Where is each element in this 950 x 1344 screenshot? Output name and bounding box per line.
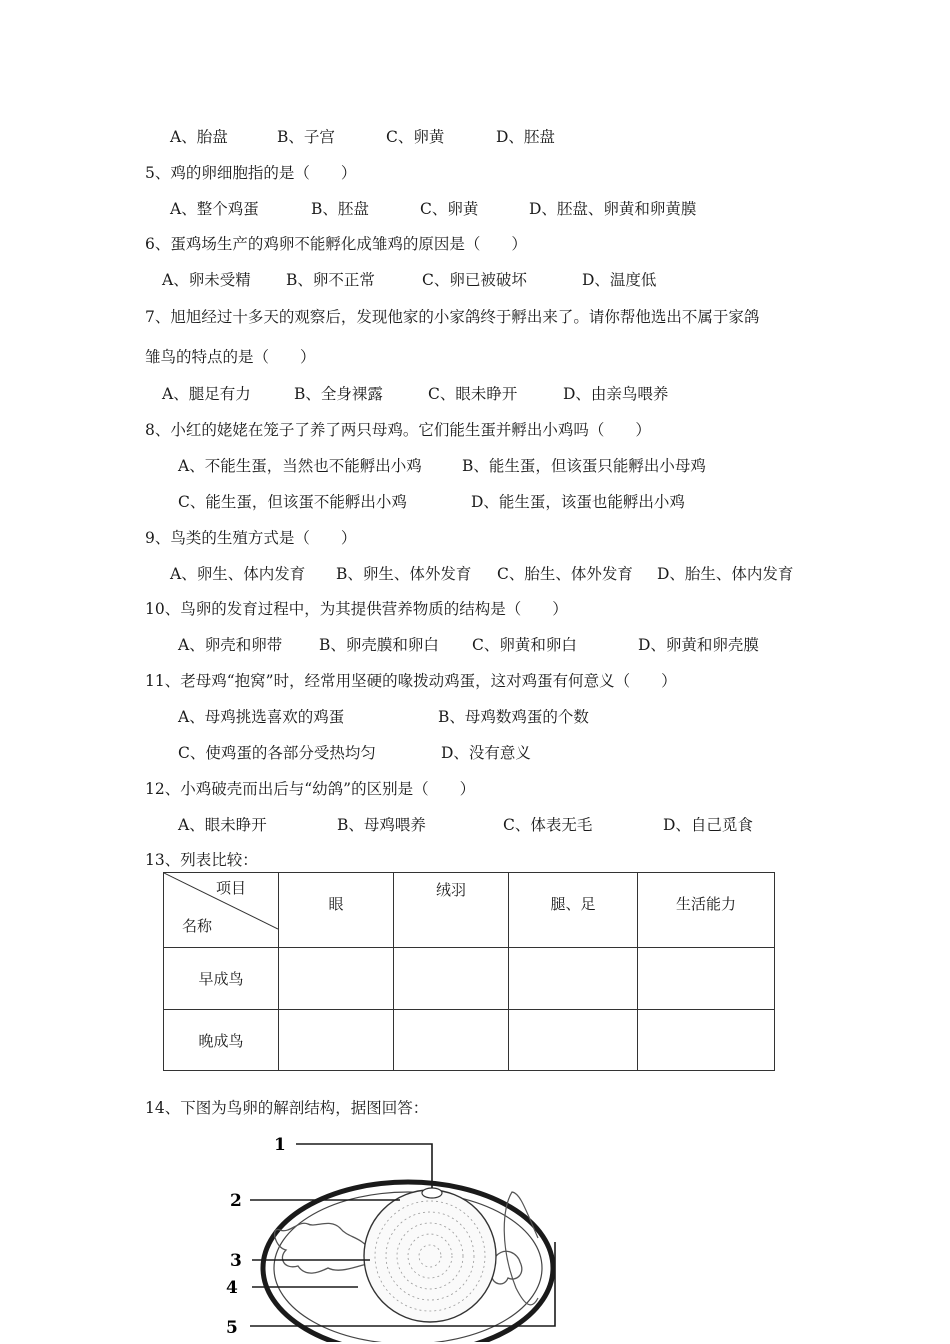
q5-stem: 5、鸡的卵细胞指的是（ ） — [145, 164, 357, 182]
column-header: 眼 — [279, 873, 394, 948]
table-header-row — [164, 873, 775, 948]
row-label: 晚成鸟 — [164, 1010, 279, 1071]
q4-option-c: C、卵黄 — [386, 128, 445, 146]
q4-option-a: A、胎盘 — [170, 128, 228, 146]
q9-option-a: A、卵生、体内发育 — [170, 565, 306, 583]
q12-option-a: A、眼未睁开 — [178, 816, 267, 834]
q8-option-c: C、能生蛋，但该蛋不能孵出小鸡 — [178, 493, 407, 511]
q8-option-d: D、能生蛋，该蛋也能孵出小鸡 — [471, 493, 685, 511]
comparison-table — [163, 872, 775, 1071]
q5-option-a: A、整个鸡蛋 — [170, 200, 259, 218]
q11-option-d: D、没有意义 — [441, 744, 531, 762]
column-header: 生活能力 — [638, 873, 775, 948]
q12-option-c: C、体表无毛 — [503, 816, 593, 834]
q13-stem: 13、列表比较： — [145, 851, 258, 869]
q7-stem-line2: 雏鸟的特点的是（ ） — [145, 348, 316, 366]
q10-stem: 10、鸟卵的发育过程中，为其提供营养物质的结构是（ ） — [145, 600, 568, 618]
q6-option-c: C、卵已被破坏 — [422, 271, 527, 289]
chalaza-left — [275, 1223, 370, 1273]
q7-stem-line1: 7、旭旭经过十多天的观察后，发现他家的小家鸽终于孵出来了。请你帮他选出不属于家鸽 — [145, 308, 760, 326]
row-label: 早成鸟 — [164, 948, 279, 1010]
column-header: 腿、足 — [509, 873, 638, 948]
yolk — [364, 1190, 496, 1322]
q11-option-c: C、使鸡蛋的各部分受热均匀 — [178, 744, 376, 762]
q4-option-b: B、子宫 — [277, 128, 335, 146]
q9-option-d: D、胎生、体内发育 — [657, 565, 794, 583]
q4-option-d: D、胚盘 — [496, 128, 555, 146]
header-item-label: 项目 — [216, 879, 247, 897]
q9-option-c: C、胎生、体外发育 — [497, 565, 633, 583]
q9-option-b: B、卵生、体外发育 — [336, 565, 472, 583]
answer-cell[interactable] — [279, 948, 394, 1010]
q11-option-b: B、母鸡数鸡蛋的个数 — [438, 708, 589, 726]
header-name-label: 名称 — [182, 917, 213, 935]
answer-cell[interactable] — [638, 948, 775, 1010]
answer-cell[interactable] — [394, 1010, 509, 1071]
label-5: 5 — [226, 1318, 238, 1338]
q9-stem: 9、鸟类的生殖方式是（ ） — [145, 529, 357, 547]
q14-stem: 14、下图为鸟卵的解剖结构，据图回答： — [145, 1099, 429, 1117]
q5-option-b: B、胚盘 — [311, 200, 369, 218]
q6-option-b: B、卵不正常 — [286, 271, 375, 289]
label-1: 1 — [274, 1135, 286, 1155]
q12-option-d: D、自己觅食 — [663, 816, 753, 834]
q6-option-a: A、卵未受精 — [162, 271, 251, 289]
answer-cell[interactable] — [509, 948, 638, 1010]
q5-option-c: C、卵黄 — [420, 200, 479, 218]
q7-option-d: D、由亲鸟喂养 — [563, 385, 669, 403]
germinal-disc — [422, 1188, 442, 1198]
q10-option-c: C、卵黄和卵白 — [472, 636, 577, 654]
q6-option-d: D、温度低 — [582, 271, 657, 289]
label-4: 4 — [226, 1278, 238, 1298]
q8-option-a: A、不能生蛋，当然也不能孵出小鸡 — [178, 457, 422, 475]
answer-cell[interactable] — [394, 948, 509, 1010]
table-row — [164, 948, 775, 1010]
egg-structure-diagram — [220, 1128, 600, 1342]
column-header: 绒羽 — [394, 873, 509, 948]
q10-option-d: D、卵黄和卵壳膜 — [638, 636, 759, 654]
q12-option-b: B、母鸡喂养 — [337, 816, 426, 834]
answer-cell[interactable] — [279, 1010, 394, 1071]
q10-option-a: A、卵壳和卵带 — [178, 636, 283, 654]
answer-cell[interactable] — [638, 1010, 775, 1071]
label-3: 3 — [230, 1251, 242, 1271]
q7-option-c: C、眼未睁开 — [428, 385, 518, 403]
q7-option-a: A、腿足有力 — [162, 385, 251, 403]
q7-option-b: B、全身裸露 — [294, 385, 383, 403]
diagonal-header-cell — [164, 873, 279, 948]
label-2: 2 — [230, 1191, 242, 1211]
q12-stem: 12、小鸡破壳而出后与“幼鸽”的区别是（ ） — [145, 780, 476, 798]
q11-option-a: A、母鸡挑选喜欢的鸡蛋 — [178, 708, 345, 726]
q8-stem: 8、小红的姥姥在笼子了养了两只母鸡。它们能生蛋并孵出小鸡吗（ ） — [145, 421, 651, 439]
table-row — [164, 1010, 775, 1071]
q8-option-b: B、能生蛋，但该蛋只能孵出小母鸡 — [462, 457, 706, 475]
q5-option-d: D、胚盘、卵黄和卵黄膜 — [529, 200, 697, 218]
q6-stem: 6、蛋鸡场生产的鸡卵不能孵化成雏鸡的原因是（ ） — [145, 235, 527, 253]
q11-stem: 11、老母鸡“抱窝”时，经常用坚硬的喙拨动鸡蛋，这对鸡蛋有何意义（ ） — [145, 672, 677, 690]
answer-cell[interactable] — [509, 1010, 638, 1071]
q10-option-b: B、卵壳膜和卵白 — [319, 636, 439, 654]
